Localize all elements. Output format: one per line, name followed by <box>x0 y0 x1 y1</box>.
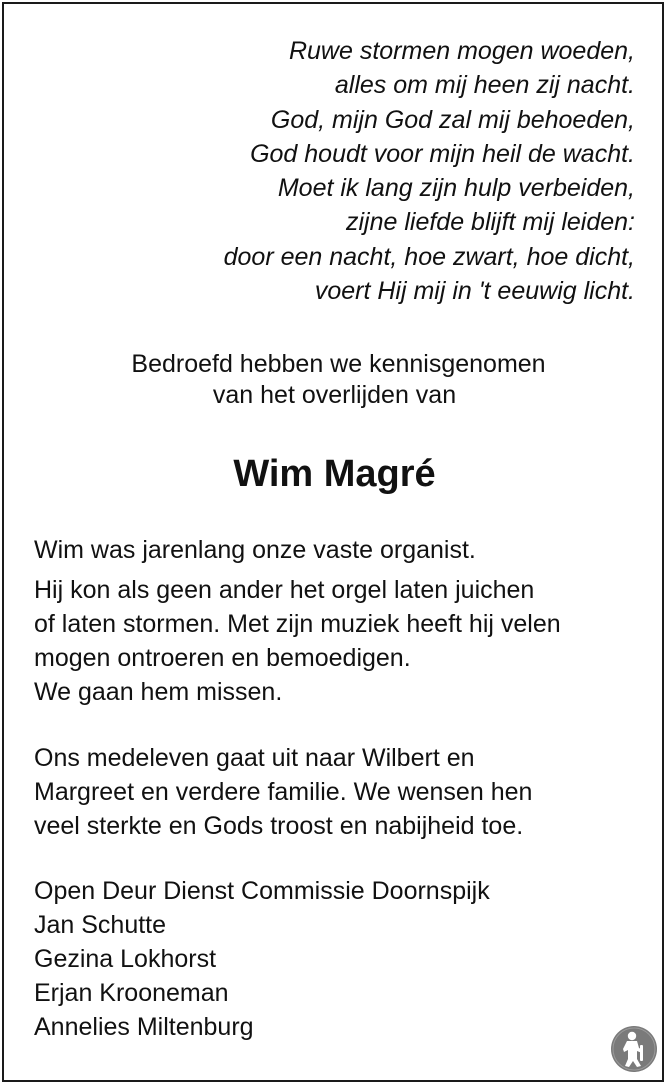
signatory-name: Jan Schutte <box>34 911 167 939</box>
paragraph-line: Ons medeleven gaat uit naar Wilbert en <box>34 744 475 772</box>
poem-line: door een nacht, hoe zwart, hoe dicht, <box>223 242 635 271</box>
poem-line: zijne liefde blijft mij leiden: <box>345 208 635 237</box>
poem-line: God houdt voor mijn heil de wacht. <box>250 139 635 168</box>
intro-line: Bedroefd hebben we kennisgenomen <box>131 350 546 378</box>
paragraph-line: Margreet en verdere familie. We wensen hen <box>34 778 533 806</box>
paragraph-condolence <box>34 741 532 843</box>
poem-line: Moet ik lang zijn hulp verbeiden, <box>277 174 635 203</box>
paragraph-organist <box>34 533 476 567</box>
paragraph-line: veel sterkte en Gods troost en nabijheid toe. <box>34 812 524 840</box>
signatories <box>34 874 490 1044</box>
intro-text <box>0 349 669 411</box>
signatory-organization: Open Deur Dienst Commissie Doornspijk <box>34 877 490 905</box>
signatory-name: Annelies Miltenburg <box>34 1013 254 1041</box>
poem-line: alles om mij heen zij nacht. <box>334 71 635 100</box>
mourning-figure-logo-icon <box>610 1025 658 1073</box>
paragraph-tribute <box>34 573 561 709</box>
poem-line: God, mijn God zal mij behoeden, <box>270 105 635 134</box>
signatory-name: Gezina Lokhorst <box>34 945 217 973</box>
poem <box>224 34 635 308</box>
paragraph-line: We gaan hem missen. <box>34 678 283 706</box>
poem-line: voert Hij mij in 't eeuwig licht. <box>314 277 635 306</box>
intro-line: van het overlijden van <box>212 381 457 409</box>
paragraph-line: mogen ontroeren en bemoedigen. <box>34 644 411 672</box>
signatory-name: Erjan Krooneman <box>34 979 229 1007</box>
paragraph-line: of laten stormen. Met zijn muziek heeft hij velen <box>34 610 561 638</box>
deceased-name: Wim Magré <box>233 453 436 495</box>
poem-line: Ruwe stormen mogen woeden, <box>288 37 635 65</box>
paragraph-line: Wim was jarenlang onze vaste organist. <box>34 536 476 564</box>
paragraph-line: Hij kon als geen ander het orgel laten juichen <box>34 576 535 604</box>
